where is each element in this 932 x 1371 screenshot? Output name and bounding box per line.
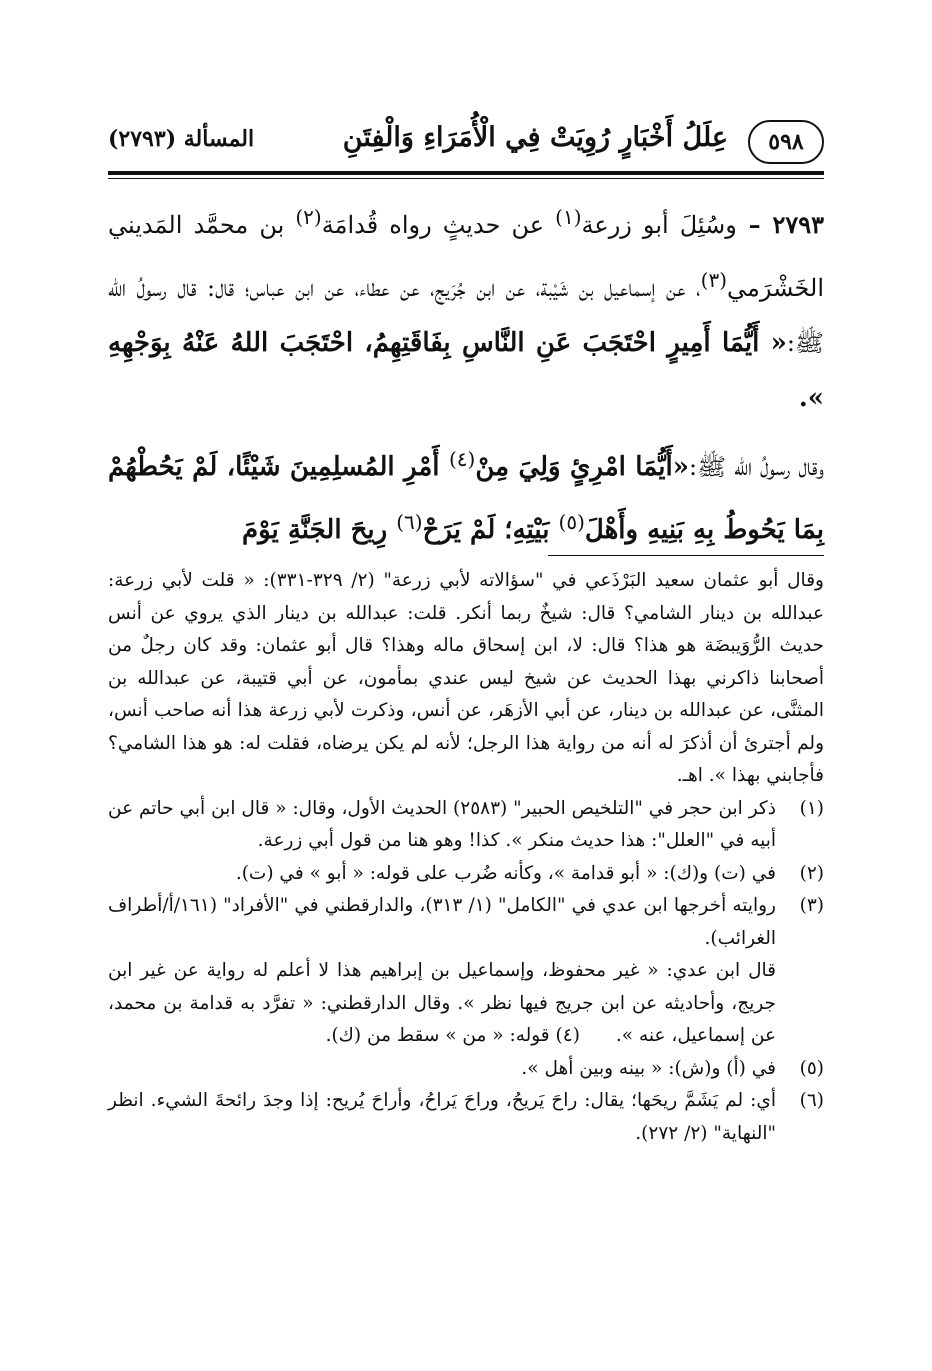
footnote-text: في (ت) و(ك): « أبو قدامة »، وكأنه ضُرب على قوله: « أبو » في (ت). bbox=[235, 862, 776, 884]
footnote-number: (٣) bbox=[799, 895, 824, 916]
header-rule-thin bbox=[108, 178, 824, 179]
footnote-text: ذكر ابن حجر في "التلخيص الحبير" (٢٥٨٣) الحديث الأول، وقال: « قال ابن أبي حاتم عن أبيه في "العلل": هذا حديث منكر ». كذا! وهو هنا من قول أبي زرعة. bbox=[108, 797, 776, 851]
paragraph-1 bbox=[108, 190, 824, 426]
footnote-text: قال ابن عدي: « غير محفوظ، وإسماعيل بن إبراهيم هذا لا أعلم له رواية عن غير ابن جريج، وأحاديثه عن ابن جريج فيها نظر ». وقال الدارقطني: « تفرَّد به قدامة بن محمد، عن إسماعيل، عنه ». bbox=[108, 960, 776, 1046]
hadith-text: أَمْرِ المُسلِمِينَ شَيْئًا، لَمْ يَحُطْهُمْ بِمَا يَحُوطُ بِهِ بَنِيهِ وأَهْلَ bbox=[108, 452, 824, 545]
paragraph-2 bbox=[108, 432, 824, 558]
footnote-ref-4: (٤) bbox=[448, 447, 476, 471]
footnote-text: في (أ) و(ش): « بينه وبين أهل ». bbox=[521, 1057, 776, 1079]
page-header bbox=[108, 118, 824, 170]
page-number: ٥٩٨ bbox=[748, 120, 824, 164]
footnote-ref-6: (٦) bbox=[396, 510, 423, 534]
text: عن حديثٍ رواه قُدامَة bbox=[321, 211, 556, 239]
text: وسُئِلَ أبو زرعة bbox=[581, 211, 737, 239]
dash: – bbox=[736, 210, 773, 239]
footnote-ref-3: (٣) bbox=[700, 268, 728, 292]
hadith-text: «أَيُّمَا امْرِئٍ وَلِيَ مِنْ bbox=[475, 452, 689, 482]
footnote-3-continuation bbox=[108, 955, 824, 1053]
footnote-6 bbox=[108, 1085, 824, 1150]
running-title: عِلَلُ أَخْبَارٍ رُوِيَتْ فِي الْأُمَرَاءِ وَالْفِتَنِ bbox=[342, 122, 728, 153]
main-text bbox=[108, 190, 824, 558]
hadith-text: بَيْتِهِ؛ لَمْ يَرَحْ bbox=[422, 515, 559, 545]
footnote-text: روايته أخرجها ابن عدي في "الكامل" (١/ ٣١٣)، والدارقطني في "الأفراد" (١٦١/أ/أطراف الغرائب). bbox=[108, 895, 776, 949]
footnote-4 bbox=[326, 1025, 580, 1046]
footnote-number: (٢) bbox=[799, 862, 824, 884]
footnotes bbox=[108, 565, 824, 1150]
footnote-number: (٦) bbox=[799, 1090, 824, 1111]
issue-label: المسألة (٢٧٩٣) bbox=[108, 126, 255, 152]
footnote-separator bbox=[548, 555, 824, 556]
footnote-5 bbox=[108, 1053, 824, 1086]
issue-number: ٢٧٩٣ bbox=[772, 210, 824, 239]
footnote-carryover: وقال أبو عثمان سعيد البَرْذَعي في "سؤالاته لأبي زرعة" (٢/ ٣٢٩-٣٣١): « قلت لأبي زرعة: عبدالله بن دينار الشامي؟ قال: شيخٌ ربما أنكر. قلت: عبدالله بن دينار الذي يروي عن أنس حديث الرُّوَيبضَة هو هذا؟ قال: لا، ابن إسحاق ماله وهذا؟ قال أبو عثمان: وقد كان رجلٌ من أصحابنا ذاكرني بهذا الحديث عن شيخ ليس عندي بمأمون، عن أبي قتيبة، عن عبدالله بن المثنَّى، عن عبدالله بن دينار، عن أبي الأزهَر، عن أنس، وذكرت لأبي زرعة هذا أنه صاحب أنس، ولم أجترئ أن أذكرَ له أنه من رواية هذا الرجل؛ لأنه لم يكن يرضاه، فقلت له: هو هذا الشامي؟ فأجابني بهذا ». اهـ. bbox=[108, 570, 824, 786]
footnote-2 bbox=[108, 858, 824, 891]
footnote-3 bbox=[108, 890, 824, 955]
footnote-ref-2: (٢) bbox=[295, 205, 322, 229]
footnote-text: قوله: « من » سقط من (ك). bbox=[325, 1025, 550, 1046]
text: بن محمَّد المَديني الخَشْرَمي bbox=[108, 211, 824, 302]
footnote-ref-1: (١) bbox=[555, 205, 582, 229]
footnote-number: (١) bbox=[799, 797, 824, 819]
header-rule bbox=[108, 171, 824, 175]
hadith-text: « أَيُّمَا أَمِيرٍ احْتَجَبَ عَنِ النَّاسِ بِفَاقَتِهِمُ، احْتَجَبَ اللهُ عَنْهُ بِوَجْهِهِ ». bbox=[108, 328, 824, 413]
footnote-ref-5: (٥) bbox=[558, 510, 585, 534]
text: ، عن إسماعيل بن شَيْبة، عن ابن جُرَيج، عن عطاء، عن ابن عباس؛ قال: قال رسولُ الله ﷺ: bbox=[108, 274, 824, 357]
text: وقال رسولُ الله ﷺ: bbox=[688, 453, 824, 481]
footnote-number: (٥) bbox=[799, 1057, 824, 1079]
footnote-1 bbox=[108, 793, 824, 858]
footnote-number: (٤) bbox=[555, 1025, 580, 1046]
footnote-text: أي: لم يَشَمَّ ريحَها؛ يقال: راحَ يَريحُ، وراحَ يَراحُ، وأراحَ يُريح: إذا وجدَ رائحةَ الشيء. انظر "النهاية" (٢/ ٢٧٢). bbox=[108, 1090, 776, 1144]
hadith-text: رِيحَ الجَنَّةِ يَوْمَ bbox=[242, 515, 397, 545]
